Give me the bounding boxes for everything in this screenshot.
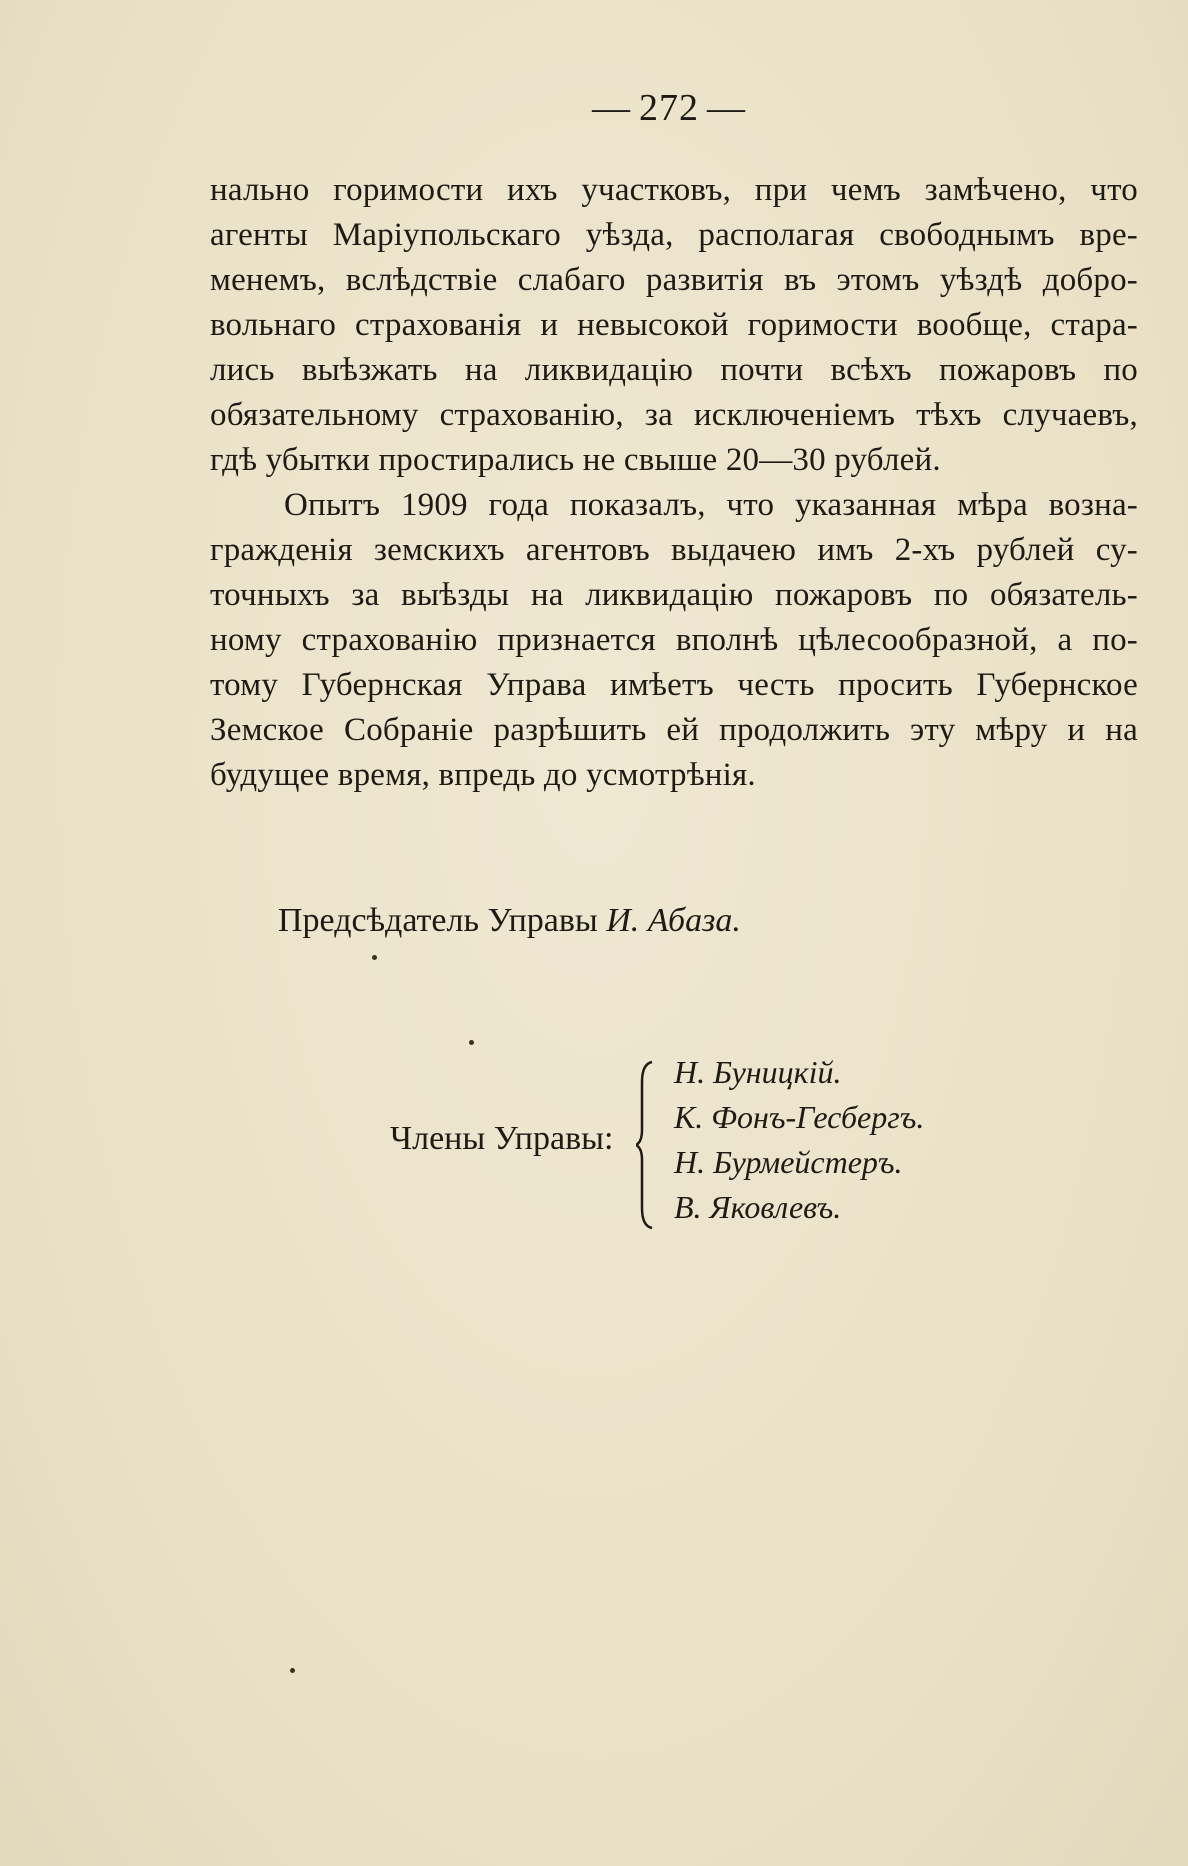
text-line: гражденія земскихъ агентовъ выдачею имъ 2-хъ рублей су- (210, 532, 1138, 568)
members-label: Члены Управы: (390, 1120, 614, 1157)
chair-name: И. Абаза. (606, 902, 741, 939)
text-line: лись выѣзжать на ликвидацію почти всѣхъ пожаровъ по (210, 352, 1138, 388)
text-line: Опытъ 1909 года показалъ, что указанная мѣра возна- (284, 487, 1138, 523)
print-speck (372, 955, 377, 960)
print-speck (290, 1668, 295, 1673)
text-line: Земское Собраніе разрѣшить ей продолжить эту мѣру и на (210, 712, 1138, 748)
chair-title: Предсѣдатель Управы (278, 902, 598, 939)
page-number-value: 272 (639, 87, 699, 129)
member-name: Н. Бурмейстеръ. (674, 1144, 903, 1180)
paragraph-1 (210, 168, 1138, 483)
text-line: агенты Маріупольскаго уѣзда, располагая свободнымъ вре- (210, 217, 1138, 253)
member-name: Н. Буницкій. (674, 1054, 842, 1090)
body-text (210, 168, 1138, 798)
member-name: В. Яковлевъ. (674, 1189, 842, 1225)
chair-signature (278, 902, 741, 940)
member-name: К. Фонъ-Гесбергъ. (674, 1099, 925, 1135)
text-line: обязательному страхованію, за исключеніемъ тѣхъ случаевъ, (210, 397, 1138, 433)
curly-brace (636, 1060, 656, 1230)
text-line: вольнаго страхованія и невысокой горимости вообще, стара- (210, 307, 1138, 343)
text-line: точныхъ за выѣзды на ликвидацію пожаровъ по обязатель- (210, 577, 1138, 613)
paragraph-2 (210, 483, 1138, 798)
members-list (674, 1050, 924, 1230)
text-line: гдѣ убытки простирались не свыше 20—30 рублей. (210, 442, 941, 478)
text-line: нально горимости ихъ участковъ, при чемъ замѣчено, что (210, 172, 1138, 208)
text-line: будущее время, впредь до усмотрѣнія. (210, 757, 756, 793)
print-speck (469, 1040, 474, 1045)
text-line: ному страхованію признается вполнѣ цѣлесообразной, а по- (210, 622, 1138, 658)
text-line: менемъ, вслѣдствіе слабаго развитія въ этомъ уѣздѣ добро- (210, 262, 1138, 298)
page-number: — 272 — (592, 87, 746, 129)
text-line: тому Губернская Управа имѣетъ честь просить Губернское (210, 667, 1138, 703)
